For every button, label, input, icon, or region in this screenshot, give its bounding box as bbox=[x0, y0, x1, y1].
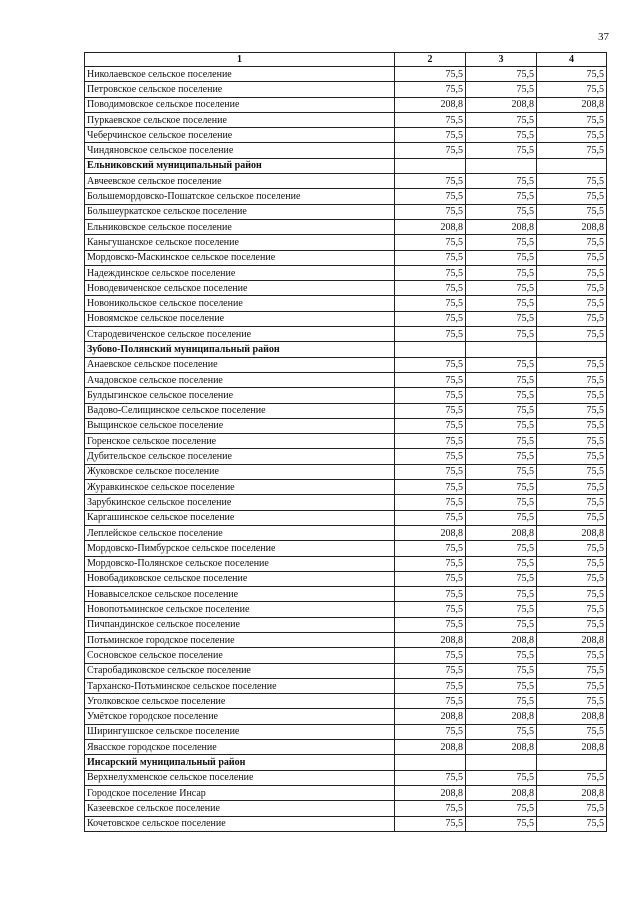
table-row bbox=[85, 174, 607, 189]
value-col-3: 208,8 bbox=[466, 785, 537, 800]
value-col-2: 208,8 bbox=[395, 740, 466, 755]
value-col-2: 75,5 bbox=[395, 418, 466, 433]
district-name: Зубово-Полянский муниципальный район bbox=[85, 342, 395, 357]
settlement-name: Выщинское сельское поселение bbox=[85, 418, 395, 433]
table-row bbox=[85, 204, 607, 219]
value-col-3: 75,5 bbox=[466, 357, 537, 372]
value-col-2: 75,5 bbox=[395, 403, 466, 418]
table-row bbox=[85, 189, 607, 204]
settlement-name: Новоникольское сельское поселение bbox=[85, 296, 395, 311]
settlement-name: Мордовско-Пимбурское сельское поселение bbox=[85, 541, 395, 556]
value-col-3 bbox=[466, 342, 537, 357]
settlement-name: Ширингушское сельское поселение bbox=[85, 724, 395, 739]
table-row bbox=[85, 82, 607, 97]
value-col-2: 75,5 bbox=[395, 694, 466, 709]
value-col-3: 75,5 bbox=[466, 510, 537, 525]
value-col-2: 75,5 bbox=[395, 770, 466, 785]
settlement-name: Тарханско-Потьминское сельское поселение bbox=[85, 678, 395, 693]
value-col-2: 208,8 bbox=[395, 785, 466, 800]
value-col-3: 75,5 bbox=[466, 265, 537, 280]
settlement-name: Каргашинское сельское поселение bbox=[85, 510, 395, 525]
value-col-3: 75,5 bbox=[466, 449, 537, 464]
settlement-name: Петровское сельское поселение bbox=[85, 82, 395, 97]
value-col-3: 75,5 bbox=[466, 464, 537, 479]
value-col-3: 75,5 bbox=[466, 296, 537, 311]
settlement-name: Журавкинское сельское поселение bbox=[85, 480, 395, 495]
value-col-2: 75,5 bbox=[395, 816, 466, 831]
value-col-4: 75,5 bbox=[537, 250, 607, 265]
value-col-2: 75,5 bbox=[395, 204, 466, 219]
table-row bbox=[85, 250, 607, 265]
table-row bbox=[85, 97, 607, 112]
value-col-4: 75,5 bbox=[537, 357, 607, 372]
value-col-3: 75,5 bbox=[466, 388, 537, 403]
value-col-3: 75,5 bbox=[466, 678, 537, 693]
value-col-3: 75,5 bbox=[466, 281, 537, 296]
value-col-3: 75,5 bbox=[466, 648, 537, 663]
value-col-4 bbox=[537, 342, 607, 357]
table-row bbox=[85, 357, 607, 372]
value-col-2 bbox=[395, 158, 466, 173]
settlement-name: Поводимовское сельское поселение bbox=[85, 97, 395, 112]
value-col-4: 208,8 bbox=[537, 525, 607, 540]
table-row bbox=[85, 724, 607, 739]
settlement-name: Анаевское сельское поселение bbox=[85, 357, 395, 372]
district-section-row bbox=[85, 158, 607, 173]
settlement-name: Чеберчинское сельское поселение bbox=[85, 128, 395, 143]
table-body bbox=[85, 67, 607, 832]
settlement-name: Булдыгинское сельское поселение bbox=[85, 388, 395, 403]
value-col-2: 75,5 bbox=[395, 311, 466, 326]
value-col-4: 75,5 bbox=[537, 816, 607, 831]
value-col-4: 75,5 bbox=[537, 770, 607, 785]
settlement-name: Мордовско-Полянское сельское поселение bbox=[85, 556, 395, 571]
table-row bbox=[85, 480, 607, 495]
value-col-2: 75,5 bbox=[395, 372, 466, 387]
settlement-name: Ельниковское сельское поселение bbox=[85, 219, 395, 234]
value-col-3: 75,5 bbox=[466, 67, 537, 82]
value-col-4: 75,5 bbox=[537, 403, 607, 418]
table-row bbox=[85, 311, 607, 326]
value-col-2: 75,5 bbox=[395, 250, 466, 265]
value-col-2: 75,5 bbox=[395, 67, 466, 82]
table-row bbox=[85, 709, 607, 724]
value-col-3: 75,5 bbox=[466, 189, 537, 204]
settlement-name: Старобадиковское сельское поселение bbox=[85, 663, 395, 678]
column-header-2: 2 bbox=[395, 53, 466, 67]
value-col-4: 75,5 bbox=[537, 189, 607, 204]
column-header-3: 3 bbox=[466, 53, 537, 67]
value-col-4: 75,5 bbox=[537, 235, 607, 250]
value-col-2: 75,5 bbox=[395, 143, 466, 158]
value-col-2: 75,5 bbox=[395, 82, 466, 97]
table-row bbox=[85, 434, 607, 449]
settlement-name: Большеуркатское сельское поселение bbox=[85, 204, 395, 219]
value-col-4: 75,5 bbox=[537, 327, 607, 342]
value-col-2: 75,5 bbox=[395, 495, 466, 510]
value-col-4: 75,5 bbox=[537, 724, 607, 739]
value-col-2: 75,5 bbox=[395, 112, 466, 127]
value-col-2: 75,5 bbox=[395, 265, 466, 280]
value-col-4: 75,5 bbox=[537, 67, 607, 82]
settlement-name: Зарубкинское сельское поселение bbox=[85, 495, 395, 510]
value-col-3: 75,5 bbox=[466, 403, 537, 418]
settlement-name: Леплейское сельское поселение bbox=[85, 525, 395, 540]
value-col-2: 75,5 bbox=[395, 587, 466, 602]
value-col-2: 75,5 bbox=[395, 663, 466, 678]
value-col-4: 75,5 bbox=[537, 434, 607, 449]
value-col-2 bbox=[395, 755, 466, 770]
value-col-4: 208,8 bbox=[537, 219, 607, 234]
value-col-3: 75,5 bbox=[466, 801, 537, 816]
value-col-2: 75,5 bbox=[395, 128, 466, 143]
value-col-3: 208,8 bbox=[466, 740, 537, 755]
table-row bbox=[85, 495, 607, 510]
value-col-4: 75,5 bbox=[537, 112, 607, 127]
value-col-2: 75,5 bbox=[395, 602, 466, 617]
value-col-4: 75,5 bbox=[537, 602, 607, 617]
value-col-3: 75,5 bbox=[466, 663, 537, 678]
table-row bbox=[85, 418, 607, 433]
value-col-2: 75,5 bbox=[395, 174, 466, 189]
value-col-3: 75,5 bbox=[466, 571, 537, 586]
value-col-2: 75,5 bbox=[395, 541, 466, 556]
value-col-4: 75,5 bbox=[537, 480, 607, 495]
value-col-3: 75,5 bbox=[466, 372, 537, 387]
value-col-2: 75,5 bbox=[395, 296, 466, 311]
value-col-3: 75,5 bbox=[466, 235, 537, 250]
settlement-name: Авчеевское сельское поселение bbox=[85, 174, 395, 189]
value-col-2: 75,5 bbox=[395, 434, 466, 449]
value-col-2: 75,5 bbox=[395, 571, 466, 586]
value-col-2: 208,8 bbox=[395, 709, 466, 724]
value-col-4: 75,5 bbox=[537, 128, 607, 143]
value-col-4: 75,5 bbox=[537, 82, 607, 97]
settlement-name: Вадово-Селищинское сельское поселение bbox=[85, 403, 395, 418]
value-col-4: 208,8 bbox=[537, 709, 607, 724]
table-row bbox=[85, 740, 607, 755]
settlement-name: Каньгушанское сельское поселение bbox=[85, 235, 395, 250]
value-col-4: 75,5 bbox=[537, 372, 607, 387]
table-row bbox=[85, 219, 607, 234]
settlement-name: Надеждинское сельское поселение bbox=[85, 265, 395, 280]
settlement-name: Умётское городское поселение bbox=[85, 709, 395, 724]
value-col-3: 75,5 bbox=[466, 112, 537, 127]
value-col-3: 75,5 bbox=[466, 418, 537, 433]
value-col-3 bbox=[466, 158, 537, 173]
table-row bbox=[85, 281, 607, 296]
settlement-name: Потьминское городское поселение bbox=[85, 632, 395, 647]
value-col-3: 75,5 bbox=[466, 541, 537, 556]
column-header-1: 1 bbox=[85, 53, 395, 67]
settlement-name: Новодевиченское сельское поселение bbox=[85, 281, 395, 296]
table-row bbox=[85, 388, 607, 403]
settlement-name: Дубительское сельское поселение bbox=[85, 449, 395, 464]
value-col-3: 75,5 bbox=[466, 434, 537, 449]
value-col-4: 75,5 bbox=[537, 648, 607, 663]
value-col-4: 75,5 bbox=[537, 143, 607, 158]
value-col-3: 75,5 bbox=[466, 694, 537, 709]
value-col-2: 75,5 bbox=[395, 388, 466, 403]
value-col-4: 75,5 bbox=[537, 204, 607, 219]
value-col-4: 75,5 bbox=[537, 541, 607, 556]
value-col-4: 75,5 bbox=[537, 464, 607, 479]
table-row bbox=[85, 801, 607, 816]
value-col-3: 75,5 bbox=[466, 174, 537, 189]
value-col-2: 208,8 bbox=[395, 97, 466, 112]
value-col-4: 208,8 bbox=[537, 97, 607, 112]
settlement-name: Казеевское сельское поселение bbox=[85, 801, 395, 816]
settlement-name: Стародевиченское сельское поселение bbox=[85, 327, 395, 342]
table-row bbox=[85, 449, 607, 464]
value-col-2: 75,5 bbox=[395, 724, 466, 739]
table-row bbox=[85, 678, 607, 693]
value-col-4: 75,5 bbox=[537, 311, 607, 326]
settlement-name: Новопотьминское сельское поселение bbox=[85, 602, 395, 617]
value-col-4 bbox=[537, 755, 607, 770]
table-row bbox=[85, 128, 607, 143]
value-col-4 bbox=[537, 158, 607, 173]
value-col-4: 75,5 bbox=[537, 510, 607, 525]
value-col-4: 208,8 bbox=[537, 632, 607, 647]
value-col-3: 75,5 bbox=[466, 556, 537, 571]
settlement-name: Пичпандинское сельское поселение bbox=[85, 617, 395, 632]
table-row bbox=[85, 525, 607, 540]
settlement-name: Большемордовско-Пошатское сельское поселение bbox=[85, 189, 395, 204]
value-col-2: 75,5 bbox=[395, 648, 466, 663]
value-col-3: 75,5 bbox=[466, 495, 537, 510]
value-col-4: 208,8 bbox=[537, 785, 607, 800]
value-col-4: 75,5 bbox=[537, 571, 607, 586]
value-col-3: 75,5 bbox=[466, 816, 537, 831]
settlement-name: Николаевское сельское поселение bbox=[85, 67, 395, 82]
value-col-4: 75,5 bbox=[537, 449, 607, 464]
value-col-4: 75,5 bbox=[537, 694, 607, 709]
settlement-name: Сосновское сельское поселение bbox=[85, 648, 395, 663]
value-col-3: 75,5 bbox=[466, 82, 537, 97]
value-col-3: 75,5 bbox=[466, 587, 537, 602]
value-col-2: 208,8 bbox=[395, 632, 466, 647]
table-row bbox=[85, 67, 607, 82]
table-row bbox=[85, 632, 607, 647]
value-col-2: 208,8 bbox=[395, 525, 466, 540]
table-row bbox=[85, 617, 607, 632]
settlement-name: Горенское сельское поселение bbox=[85, 434, 395, 449]
district-name: Инсарский муниципальный район bbox=[85, 755, 395, 770]
settlement-name: Пуркаевское сельское поселение bbox=[85, 112, 395, 127]
value-col-3: 75,5 bbox=[466, 480, 537, 495]
table-row bbox=[85, 143, 607, 158]
table-row bbox=[85, 663, 607, 678]
value-col-4: 75,5 bbox=[537, 495, 607, 510]
value-col-3: 208,8 bbox=[466, 525, 537, 540]
value-col-2: 75,5 bbox=[395, 678, 466, 693]
settlement-name: Новобадиковское сельское поселение bbox=[85, 571, 395, 586]
table-row bbox=[85, 785, 607, 800]
settlement-name: Жуковское сельское поселение bbox=[85, 464, 395, 479]
value-col-2: 75,5 bbox=[395, 235, 466, 250]
value-col-4: 75,5 bbox=[537, 801, 607, 816]
value-col-3: 208,8 bbox=[466, 632, 537, 647]
value-col-2 bbox=[395, 342, 466, 357]
allocation-table bbox=[84, 52, 607, 832]
settlement-name: Верхнелухменское сельское поселение bbox=[85, 770, 395, 785]
value-col-2: 75,5 bbox=[395, 449, 466, 464]
table-row bbox=[85, 265, 607, 280]
value-col-2: 75,5 bbox=[395, 480, 466, 495]
table-row bbox=[85, 770, 607, 785]
district-section-row bbox=[85, 755, 607, 770]
value-col-3: 75,5 bbox=[466, 602, 537, 617]
table-row bbox=[85, 327, 607, 342]
settlement-name: Новоямское сельское поселение bbox=[85, 311, 395, 326]
value-col-4: 75,5 bbox=[537, 678, 607, 693]
value-col-2: 75,5 bbox=[395, 464, 466, 479]
value-col-3: 75,5 bbox=[466, 770, 537, 785]
table-row bbox=[85, 816, 607, 831]
value-col-3: 75,5 bbox=[466, 204, 537, 219]
value-col-2: 208,8 bbox=[395, 219, 466, 234]
settlement-name: Чиндяновское сельское поселение bbox=[85, 143, 395, 158]
value-col-3: 75,5 bbox=[466, 327, 537, 342]
value-col-3: 75,5 bbox=[466, 724, 537, 739]
value-col-2: 75,5 bbox=[395, 556, 466, 571]
table-row bbox=[85, 403, 607, 418]
settlement-name: Явасское городское поселение bbox=[85, 740, 395, 755]
value-col-3: 75,5 bbox=[466, 128, 537, 143]
table-row bbox=[85, 112, 607, 127]
table-row bbox=[85, 464, 607, 479]
page-number: 37 bbox=[598, 31, 609, 43]
value-col-4: 75,5 bbox=[537, 296, 607, 311]
settlement-name: Кочетовское сельское поселение bbox=[85, 816, 395, 831]
value-col-4: 75,5 bbox=[537, 587, 607, 602]
settlement-name: Городское поселение Инсар bbox=[85, 785, 395, 800]
value-col-2: 75,5 bbox=[395, 327, 466, 342]
table-row bbox=[85, 510, 607, 525]
table-row bbox=[85, 296, 607, 311]
table-row bbox=[85, 235, 607, 250]
value-col-3: 75,5 bbox=[466, 250, 537, 265]
value-col-4: 208,8 bbox=[537, 740, 607, 755]
district-name: Ельниковский муниципальный район bbox=[85, 158, 395, 173]
settlement-name: Ачадовское сельское поселение bbox=[85, 372, 395, 387]
settlement-name: Новавыселское сельское поселение bbox=[85, 587, 395, 602]
column-header-4: 4 bbox=[537, 53, 607, 67]
value-col-4: 75,5 bbox=[537, 617, 607, 632]
value-col-3 bbox=[466, 755, 537, 770]
table-row bbox=[85, 556, 607, 571]
value-col-2: 75,5 bbox=[395, 801, 466, 816]
value-col-4: 75,5 bbox=[537, 174, 607, 189]
table-row bbox=[85, 541, 607, 556]
value-col-2: 75,5 bbox=[395, 617, 466, 632]
value-col-4: 75,5 bbox=[537, 418, 607, 433]
value-col-4: 75,5 bbox=[537, 388, 607, 403]
value-col-3: 208,8 bbox=[466, 709, 537, 724]
value-col-3: 208,8 bbox=[466, 219, 537, 234]
district-section-row bbox=[85, 342, 607, 357]
value-col-3: 75,5 bbox=[466, 311, 537, 326]
value-col-3: 75,5 bbox=[466, 143, 537, 158]
value-col-4: 75,5 bbox=[537, 663, 607, 678]
value-col-3: 208,8 bbox=[466, 97, 537, 112]
table-row bbox=[85, 571, 607, 586]
table-row bbox=[85, 372, 607, 387]
value-col-4: 75,5 bbox=[537, 265, 607, 280]
settlement-name: Уголковское сельское поселение bbox=[85, 694, 395, 709]
table-header-row bbox=[85, 53, 607, 67]
value-col-2: 75,5 bbox=[395, 357, 466, 372]
table-row bbox=[85, 648, 607, 663]
value-col-2: 75,5 bbox=[395, 281, 466, 296]
settlement-name: Мордовско-Маскинское сельское поселение bbox=[85, 250, 395, 265]
value-col-2: 75,5 bbox=[395, 189, 466, 204]
table-row bbox=[85, 587, 607, 602]
value-col-4: 75,5 bbox=[537, 556, 607, 571]
table-row bbox=[85, 694, 607, 709]
value-col-4: 75,5 bbox=[537, 281, 607, 296]
value-col-2: 75,5 bbox=[395, 510, 466, 525]
table-row bbox=[85, 602, 607, 617]
value-col-3: 75,5 bbox=[466, 617, 537, 632]
